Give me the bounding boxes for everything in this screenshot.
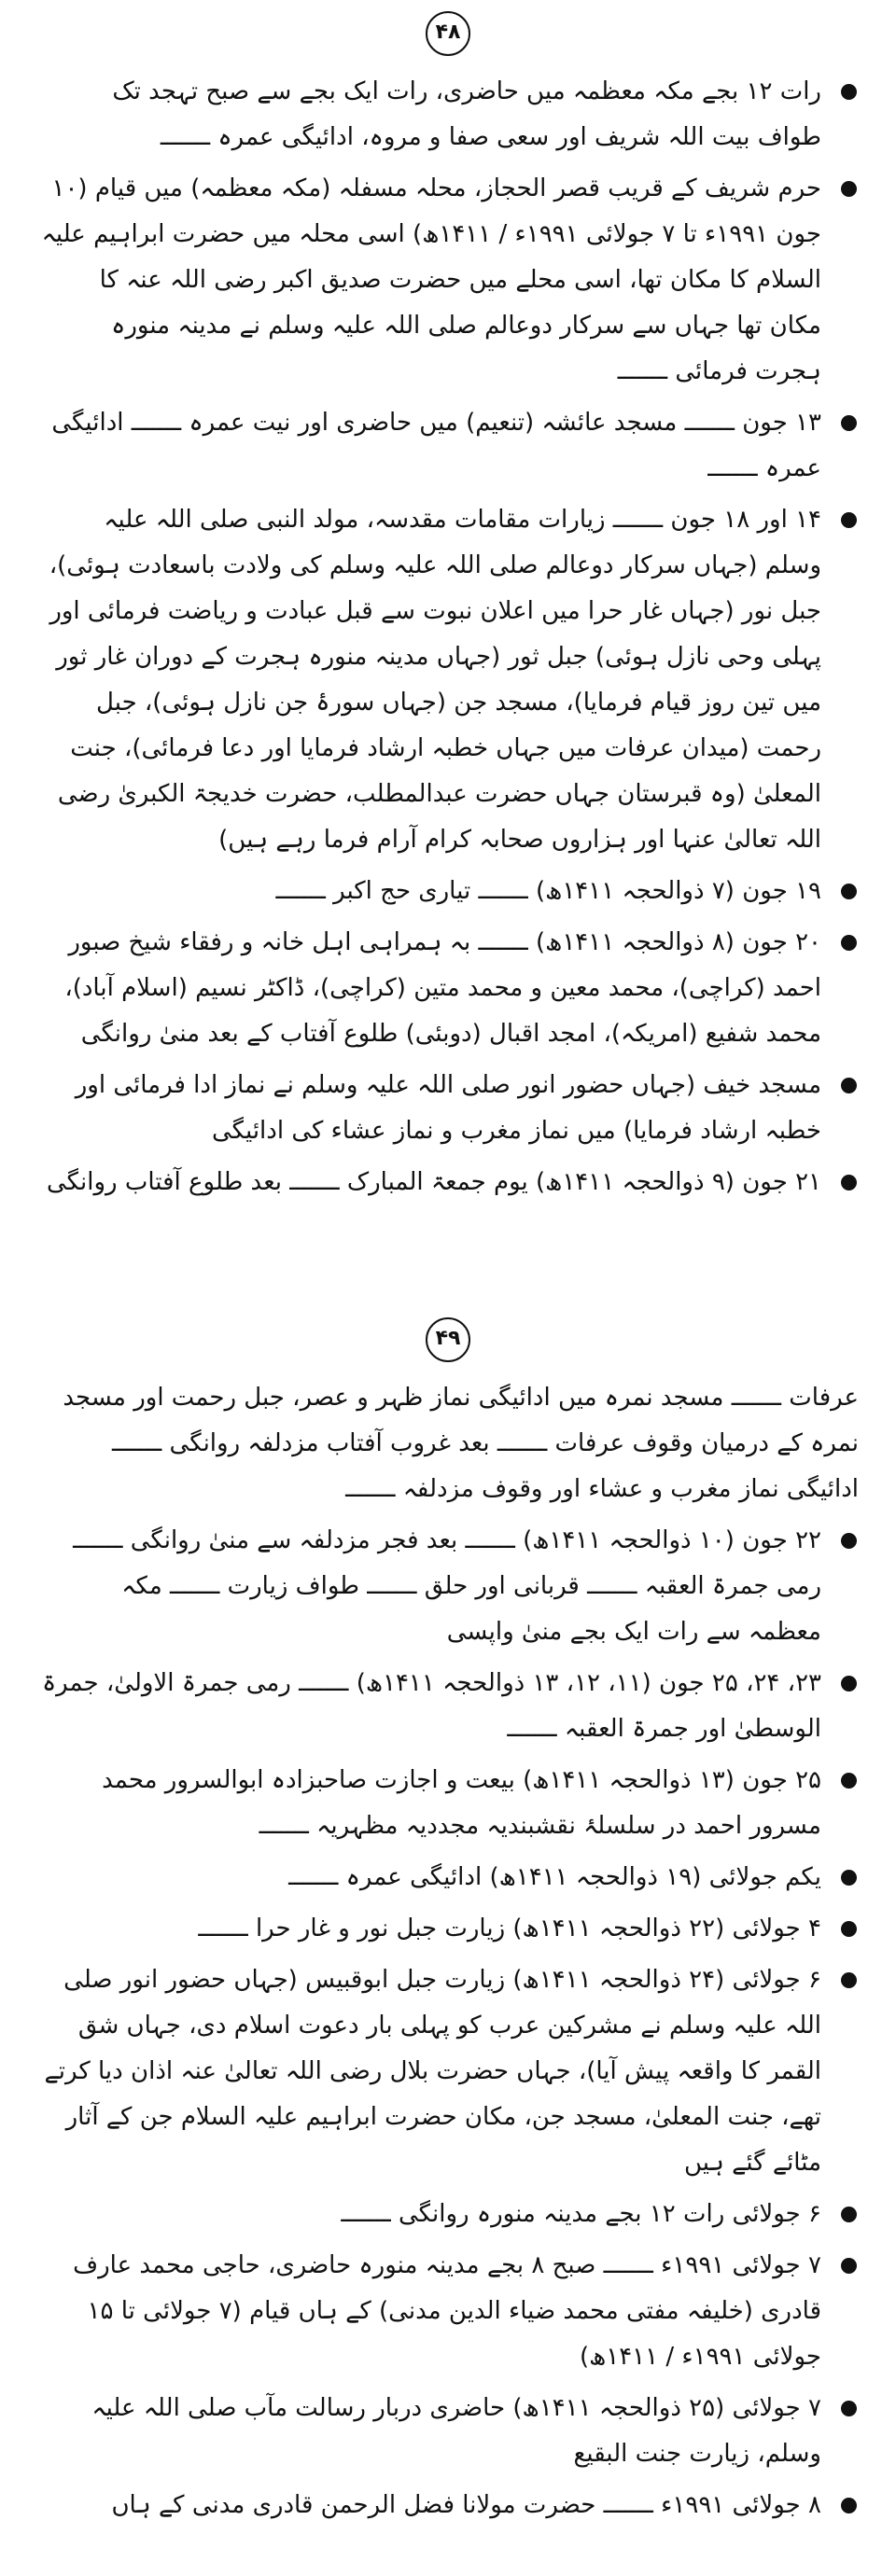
diary-entry <box>37 869 859 914</box>
bullet-icon <box>841 2207 857 2222</box>
diary-entry <box>37 1906 859 1952</box>
entry-text: ۷ جولائی ۱۹۹۱ء ـــــــ صبح ۸ بجے مدینہ منورہ حاضری، حاجی محمد عارف قادری (خلیفہ مفتی محمد ضیاء الدین مدنی) کے ہاں قیام (۷ جولائی تا ۱۵ جولائی ۱۹۹۱ء / ۱۴۱۱ھ) <box>73 2251 821 2371</box>
diary-entry <box>37 2192 859 2237</box>
page-section-48 <box>37 11 859 1211</box>
page-number: ۴۹ <box>426 1317 470 1362</box>
bullet-icon <box>841 84 857 100</box>
bullet-icon <box>841 1676 857 1692</box>
diary-entry <box>37 1661 859 1752</box>
diary-entry <box>37 1375 859 1512</box>
diary-entry <box>37 1518 859 1655</box>
entry-text: ۱۳ جون ـــــــ مسجد عائشہ (تنعیم) میں حاضری اور نیت عمرہ ـــــــ ادائیگی عمرہ ـــــــ <box>51 409 821 482</box>
diary-entry <box>37 497 859 863</box>
diary-entry <box>37 400 859 492</box>
entry-text: ۴ جولائی (۲۲ ذوالحجہ ۱۴۱۱ھ) زیارت جبل نور و غار حرا ـــــــ <box>198 1915 821 1942</box>
bullet-icon <box>841 2498 857 2513</box>
bullet-icon <box>841 935 857 951</box>
diary-entry <box>37 166 859 395</box>
bullet-icon <box>841 2401 857 2416</box>
entry-text: ۲۵ جون (۱۳ ذوالحجہ ۱۴۱۱ھ) بیعت و اجازت صاحبزادہ ابوالسرور محمد مسرور احمد در سلسلۂ نقشبندیہ مجددیہ مظہریہ ـــــــ <box>102 1766 821 1840</box>
entry-text: ۲۳، ۲۴، ۲۵ جون (۱۱، ۱۲، ۱۳ ذوالحجہ ۱۴۱۱ھ) ـــــــ رمی جمرۃ الاولیٰ، جمرۃ الوسطیٰ اور جمرۃ العقبہ ـــــــ <box>41 1669 821 1743</box>
bullet-icon <box>841 1972 857 1988</box>
entry-text: ۱۴ اور ۱۸ جون ـــــــ زیارات مقامات مقدسہ، مولد النبی صلی اللہ علیہ وسلم (جہاں سرکار دوعالم صلی اللہ علیہ وسلم کی ولادت باسعادت ہوئی)، جبل نور (جہاں غار حرا میں اعلان نبوت سے قبل عبادت و ریاضت فرمائی اور پہلی وحی نازل ہوئی) جبل ثور (جہاں مدینہ منورہ ہجرت کے دوران غار ثور میں تین روز قیام فرمایا)، مسجد جن (جہاں سورۂ جن نازل ہوئی)، جبل رحمت (میدان عرفات میں جہاں خطبہ ارشاد فرمایا اور دعا فرمائی)، جنت المعلیٰ (وہ قبرستان جہاں حضرت عبدالمطلب، حضرت خدیجۃ الکبریٰ رضی اللہ تعالیٰ عنہا اور ہزاروں صحابہ کرام آرام فرما رہے ہیں) <box>49 506 821 854</box>
diary-entry <box>37 1758 859 1849</box>
entry-text: ۷ جولائی (۲۵ ذوالحجہ ۱۴۱۱ھ) حاضری دربار رسالت مآب صلی اللہ علیہ وسلم، زیارت جنت البقیع <box>91 2394 821 2468</box>
bullet-icon <box>841 415 857 431</box>
bullet-icon <box>841 2258 857 2274</box>
diary-entry <box>37 2483 859 2528</box>
diary-entry <box>37 69 859 160</box>
entry-text: عرفات ـــــــ مسجد نمرہ میں ادائیگی نماز ظہر و عصر، جبل رحمت اور مسجد نمرہ کے درمیان وقوف عرفات ـــــــ بعد غروب آفتاب مزدلفہ روانگی ـــــــ ادائیگی نماز مغرب و عشاء اور وقوف مزدلفہ ـــــــ <box>63 1384 859 1503</box>
entry-text: یکم جولائی (۱۹ ذوالحجہ ۱۴۱۱ھ) ادائیگی عمرہ ـــــــ <box>288 1863 821 1891</box>
bullet-icon <box>841 884 857 899</box>
page-section-49 <box>37 1317 859 2534</box>
entry-text: ۶ جولائی رات ۱۲ بجے مدینہ منورہ روانگی ـــــــ <box>341 2200 821 2228</box>
bullet-icon <box>841 181 857 197</box>
entry-text: ۸ جولائی ۱۹۹۱ء ـــــــ حضرت مولانا فضل الرحمن قادری مدنی کے ہاں <box>111 2491 821 2519</box>
page-number: ۴۸ <box>426 11 470 56</box>
entry-text: رات ۱۲ بجے مکہ معظمہ میں حاضری، رات ایک بجے سے صبح تہجد تک طواف بیت اللہ شریف اور سعی صفا و مروہ، ادائیگی عمرہ ـــــــ <box>112 77 821 151</box>
entry-text: ۲۰ جون (۸ ذوالحجہ ۱۴۱۱ھ) ـــــــ بہ ہمراہی اہل خانہ و رفقاء شیخ صبور احمد (کراچی)، محمد معین و محمد متین (کراچی)، ڈاکٹر نسیم (اسلام آباد)، محمد شفیع (امریکہ)، امجد اقبال (دوبئی) طلوع آفتاب کے بعد منیٰ روانگی <box>64 928 821 1048</box>
entry-text: مسجد خیف (جہاں حضور انور صلی اللہ علیہ وسلم نے نماز ادا فرمائی اور خطبہ ارشاد فرمایا) میں نماز مغرب و نماز عشاء کی ادائیگی <box>75 1071 821 1145</box>
diary-entry <box>37 2243 859 2380</box>
diary-entry <box>37 1855 859 1901</box>
diary-entry <box>37 1160 859 1205</box>
bullet-icon <box>841 1773 857 1789</box>
bullet-icon <box>841 1870 857 1886</box>
diary-entry <box>37 920 859 1057</box>
entry-text: ۲۱ جون (۹ ذوالحجہ ۱۴۱۱ھ) یوم جمعۃ المبارک ـــــــ بعد طلوع آفتاب روانگی <box>47 1168 821 1196</box>
bullet-icon <box>841 512 857 528</box>
bullet-icon <box>841 1175 857 1191</box>
bullet-icon <box>841 1078 857 1093</box>
diary-entry <box>37 1957 859 2186</box>
bullet-icon <box>841 1921 857 1937</box>
entry-text: ۱۹ جون (۷ ذوالحجہ ۱۴۱۱ھ) ـــــــ تیاری حج اکبر ـــــــ <box>275 877 821 905</box>
bullet-icon <box>841 1533 857 1549</box>
diary-entry <box>37 1063 859 1154</box>
entry-text: ۶ جولائی (۲۴ ذوالحجہ ۱۴۱۱ھ) زیارت جبل ابوقبیس (جہاں حضور انور صلی اللہ علیہ وسلم نے مشرکین عرب کو پہلی بار دعوت اسلام دی، جہاں شق القمر کا واقعہ پیش آیا)، جہاں حضرت بلال رضی اللہ تعالیٰ عنہ اذان دیا کرتے تھے، جنت المعلیٰ، مسجد جن، مکان حضرت ابراہیم علیہ السلام جن کے آثار مٹائے گئے ہیں <box>44 1966 821 2177</box>
entry-text: ۲۲ جون (۱۰ ذوالحجہ ۱۴۱۱ھ) ـــــــ بعد فجر مزدلفہ سے منیٰ روانگی ـــــــ رمی جمرۃ العقبہ ـــــــ قربانی اور حلق ـــــــ طواف زیارت ـــــــ مکہ معظمہ سے رات ایک بجے منیٰ واپسی <box>73 1526 821 1646</box>
entry-text: حرم شریف کے قریب قصر الحجاز، محلہ مسفلہ (مکہ معظمہ) میں قیام (۱۰ جون ۱۹۹۱ء تا ۷ جولائی ۱۹۹۱ء / ۱۴۱۱ھ) اسی محلہ میں حضرت ابراہیم علیہ السلام کا مکان تھا، اسی محلے میں حضرت صدیق اکبر رضی اللہ عنہ کا مکان تھا جہاں سے سرکار دوعالم صلی اللہ علیہ وسلم نے مدینہ منورہ ہجرت فرمائی ـــــــ <box>41 174 821 385</box>
diary-entry <box>37 2386 859 2477</box>
